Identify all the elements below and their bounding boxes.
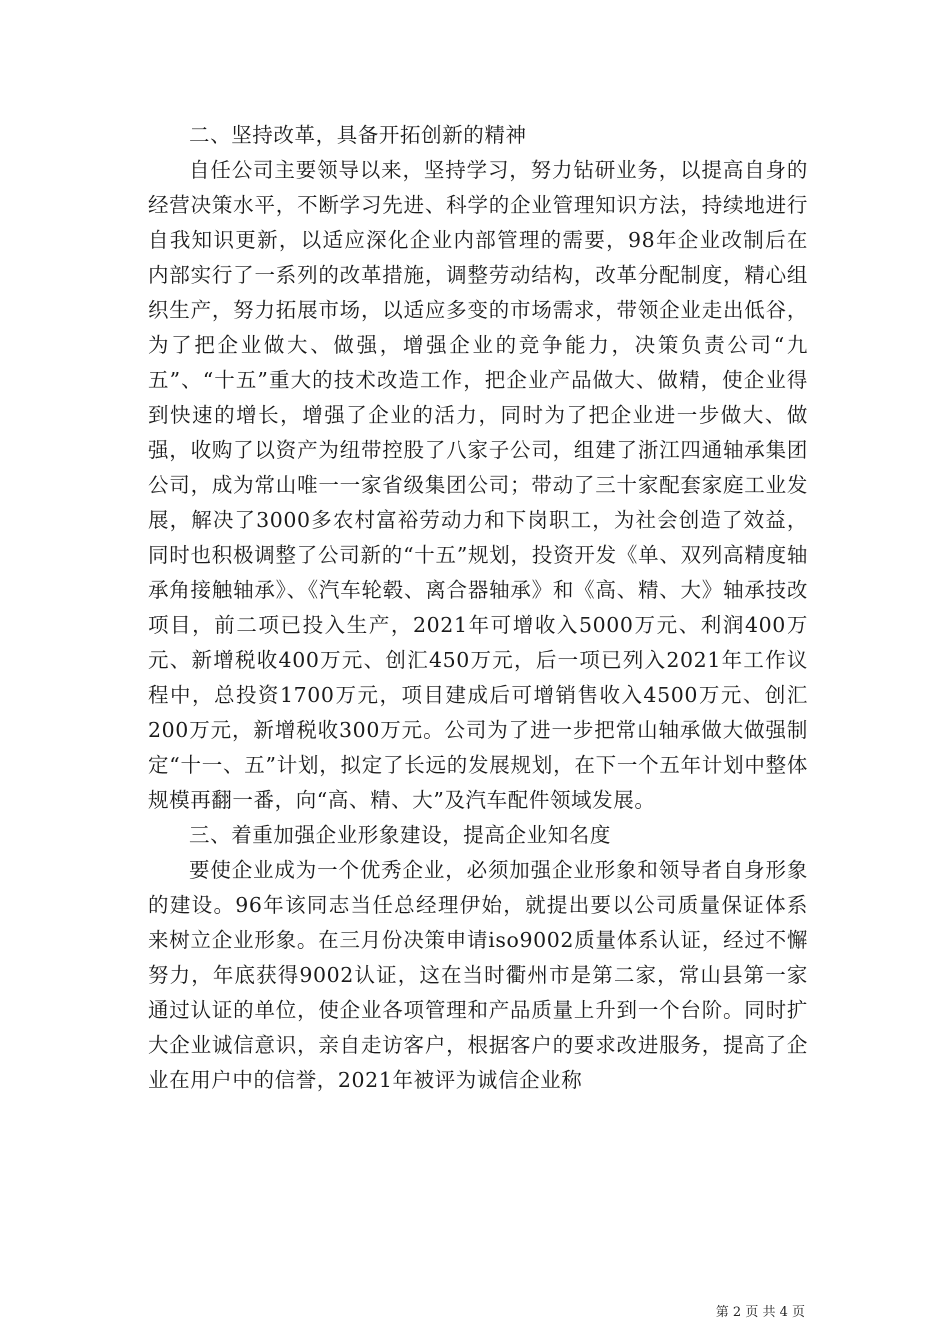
section-heading-2: 二、坚持改革，具备开拓创新的精神 — [189, 123, 527, 147]
page-number: 第 2 页 共 4 页 — [715, 1305, 805, 1320]
paragraph-image-building: 要使企业成为一个优秀企业，必须加强企业形象和领导者自身形象的建设。96年该同志当任总经理伊始，就提出要以公司质量保证体系来树立企业形象。在三月份决策申请iso9002质量体系认证，经过不懈努力，年底获得9002认证，这在当时衢州市是第二家，常山县第一家通过认证的单位，使企业各项管理和产品质量上升到一个台阶。同时扩大企业诚信意识，亲自走访客户，根据客户的要求改进服务，提高了企业在用户中的信誉，2021年被评为诚信企业称 — [148, 858, 808, 1092]
section-heading-3: 三、着重加强企业形象建设，提高企业知名度 — [189, 823, 611, 847]
document-body — [148, 118, 808, 1098]
paragraph-reform: 自任公司主要领导以来，坚持学习，努力钻研业务，以提高自身的经营决策水平，不断学习先进、科学的企业管理知识方法，持续地进行自我知识更新，以适应深化企业内部管理的需要，98年企业改制后在内部实行了一系列的改革措施，调整劳动结构，改革分配制度，精心组织生产，努力拓展市场，以适应多变的市场需求，带领企业走出低谷，为了把企业做大、做强，增强企业的竞争能力，决策负责公司“九五”、“十五”重大的技术改造工作，把企业产品做大、做精，使企业得到快速的增长，增强了企业的活力，同时为了把企业进一步做大、做强，收购了以资产为纽带控股了八家子公司，组建了浙江四通轴承集团公司，成为常山唯一一家省级集团公司；带动了三十家配套家庭工业发展，解决了3000多农村富裕劳动力和下岗职工，为社会创造了效益，同时也积极调整了公司新的“十五”规划，投资开发《单、双列高精度轴承角接触轴承》、《汽车轮毂、离合器轴承》和《高、精、大》轴承技改项目，前二项已投入生产，2021年可增收入5000万元、利润400万元、新增税收400万元、创汇450万元，后一项已列入2021年工作议程中，总投资1700万元，项目建成后可增销售收入4500万元、创汇200万元，新增税收300万元。公司为了进一步把常山轴承做大做强制定“十一、五”计划，拟定了长远的发展规划，在下一个五年计划中整体规模再翻一番，向“高、精、大”及汽车配件领域发展。 — [148, 158, 808, 812]
